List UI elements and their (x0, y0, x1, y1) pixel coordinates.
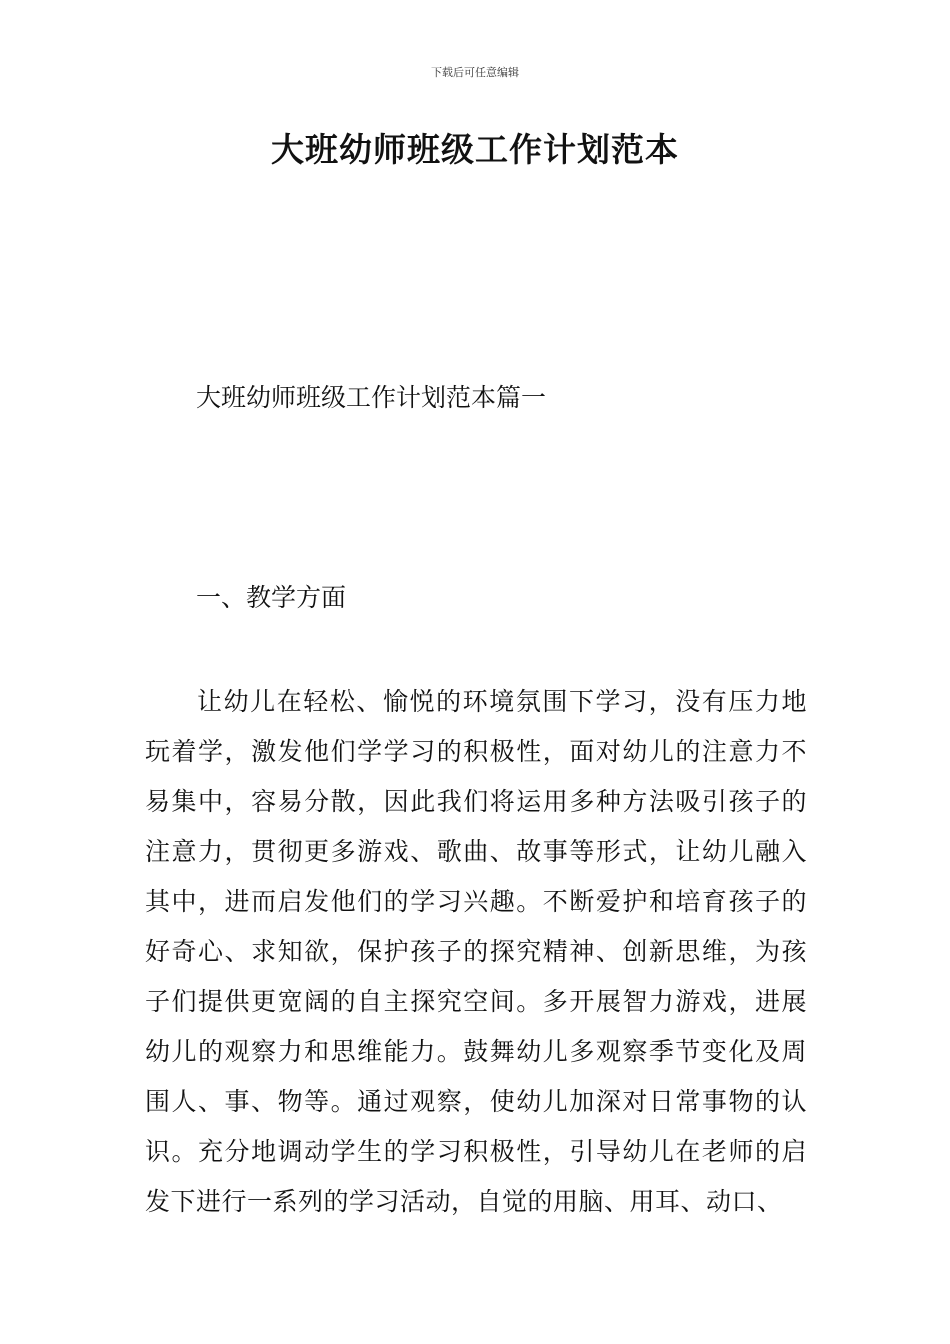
section-heading: 一、教学方面 (196, 583, 347, 612)
header-note: 下载后可任意编辑 (431, 66, 519, 79)
document-subtitle: 大班幼师班级工作计划范本篇一 (196, 383, 547, 412)
document-title: 大班幼师班级工作计划范本 (271, 130, 679, 169)
body-paragraph: 让幼儿在轻松、愉悦的环境氛围下学习，没有压力地玩着学，激发他们学学习的积极性，面对幼儿的注意力不易集中，容易分散，因此我们将运用多种方法吸引孩子的注意力，贯彻更多游戏、歌曲、故事等形式，让幼儿融入其中，进而启发他们的学习兴趣。不断爱护和培育孩子的好奇心、求知欲，保护孩子的探究精神、创新思维，为孩子们提供更宽阔的自主探究空间。多开展智力游戏，进展幼儿的观察力和思维能力。鼓舞幼儿多观察季节变化及周围人、事、物等。通过观察，使幼儿加深对日常事物的认识。充分地调动学生的学习积极性，引导幼儿在老师的启发下进行一系列的学习活动，自觉的用脑、用耳、动口、 (145, 687, 807, 1216)
